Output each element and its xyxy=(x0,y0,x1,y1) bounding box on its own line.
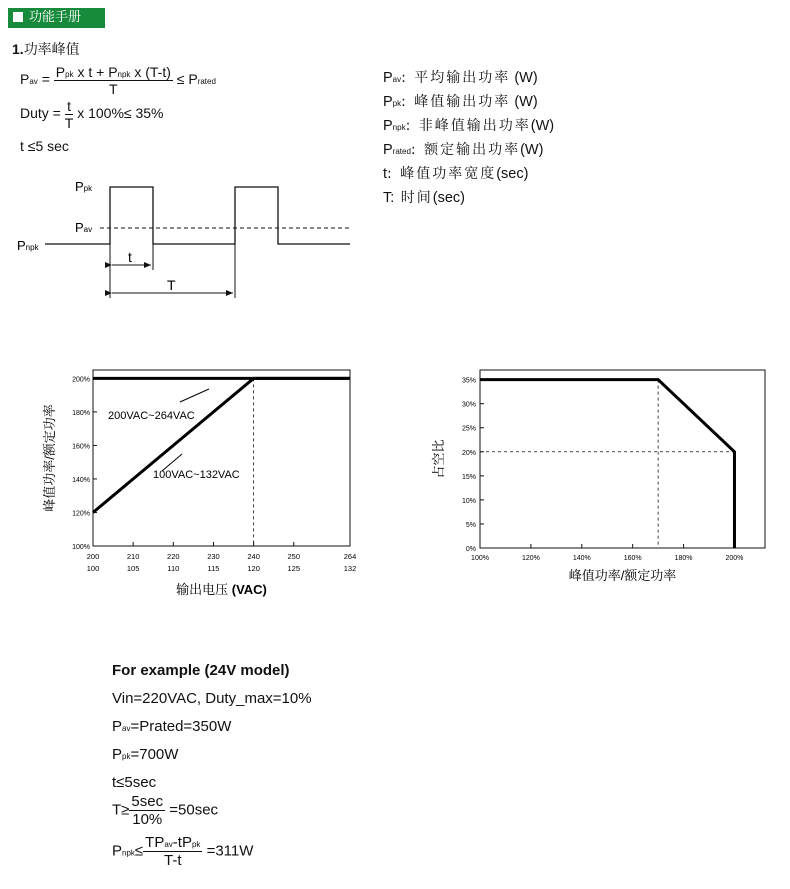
pav-num-a: P xyxy=(55,64,66,80)
pav-num-b: x t + P xyxy=(77,64,118,80)
definition-item xyxy=(383,67,538,87)
plot-frame xyxy=(93,370,350,546)
def-text: : 平均输出功率 xyxy=(401,70,511,86)
def-symbol: P xyxy=(383,94,393,110)
ex-T-den: 10% xyxy=(132,811,163,828)
def-text: : 额定输出功率 xyxy=(410,142,521,158)
plot-frame xyxy=(480,370,765,548)
ex-pnpk-rhs: =311W xyxy=(206,842,254,860)
y-axis-label: 峰值功率/额定功率 xyxy=(42,404,57,512)
ex-ppk-rest: =700W xyxy=(130,746,179,763)
x-tick-label-secondary: 120 xyxy=(247,564,260,573)
pav-eq: = xyxy=(41,71,50,88)
def-symbol: t xyxy=(383,166,388,182)
duty-fraction xyxy=(65,98,74,131)
definition-item xyxy=(383,115,554,135)
ex-pav-rest: =Prated=350W xyxy=(130,718,232,735)
pav-denominator: T xyxy=(109,81,118,97)
x-tick-label: 250 xyxy=(287,552,301,561)
ex-T-rhs: =50sec xyxy=(169,801,219,819)
pulse-waveform xyxy=(45,187,350,244)
duty-formula xyxy=(20,98,164,131)
section-number: 1. xyxy=(12,41,24,57)
y-tick-label: 180% xyxy=(72,409,90,417)
t-limit: t ≤5 sec xyxy=(20,138,69,154)
x-tick-label: 240 xyxy=(247,552,260,561)
example-line5 xyxy=(112,793,218,828)
definition-item xyxy=(383,91,538,111)
chart-peak-vs-voltage xyxy=(30,360,390,605)
pav-label: Pav xyxy=(75,220,93,235)
section-title xyxy=(12,39,80,59)
ex-num-b: -tP xyxy=(172,834,192,851)
y-tick-label: 20% xyxy=(461,449,476,457)
example-line1: Vin=220VAC, Duty_max=10% xyxy=(112,690,312,707)
x-axis-label: 输出电压 (VAC) xyxy=(176,582,267,597)
t-label: t xyxy=(128,249,132,265)
ex-ppk-sym: P xyxy=(112,746,123,763)
y-tick-label: 15% xyxy=(461,473,476,481)
pav-formula xyxy=(20,64,216,97)
def-symbol-sub: pk xyxy=(392,99,402,108)
x-tick-label-secondary: 105 xyxy=(126,564,140,573)
example-line6 xyxy=(112,834,253,869)
legend-label-200vac: 200VAC~264VAC xyxy=(108,410,195,422)
ex-T-lhs: T≥ xyxy=(112,801,130,819)
example-line4: t≤5sec xyxy=(112,774,157,791)
y-tick-label: 5% xyxy=(465,521,476,529)
example-line3 xyxy=(112,746,178,763)
chart-duty-vs-peak xyxy=(415,360,785,605)
ex-pnpk-den: T-t xyxy=(164,852,182,869)
x-tick-label: 140% xyxy=(572,555,591,562)
x-tick-label: 264 xyxy=(343,552,357,561)
def-symbol: T: xyxy=(383,190,395,206)
y-axis-label: 占空比 xyxy=(431,439,446,479)
def-unit: (W) xyxy=(510,70,538,86)
checkbox-square-icon xyxy=(13,12,23,22)
def-text: : 峰值输出功率 xyxy=(401,94,511,110)
y-tick-label: 140% xyxy=(72,476,90,484)
duty-numerator: t xyxy=(65,98,74,115)
x-tick-label: 160% xyxy=(623,555,642,562)
series-line xyxy=(93,378,350,512)
def-text: 时间 xyxy=(394,190,433,206)
y-tick-label: 200% xyxy=(72,376,90,384)
example-title: For example (24V model) xyxy=(112,662,290,679)
pav-lhs-sub: av xyxy=(29,77,38,87)
y-tick-label: 100% xyxy=(72,544,90,551)
T-label: T xyxy=(167,277,176,293)
ex-num-a: TP xyxy=(145,834,165,851)
def-symbol: P xyxy=(383,70,393,86)
x-tick-label-secondary: 132 xyxy=(343,564,357,573)
definition-item xyxy=(383,139,543,159)
x-tick-label: 200% xyxy=(725,555,744,562)
section-title-text: 功率峰值 xyxy=(23,42,80,58)
duty-lhs: Duty = xyxy=(20,105,61,122)
def-unit: (W) xyxy=(510,94,538,110)
x-tick-label: 120% xyxy=(521,555,540,562)
pav-num-a-sub: pk xyxy=(65,70,74,79)
legend-label-100vac: 100VAC~132VAC xyxy=(153,469,240,481)
y-tick-label: 160% xyxy=(72,443,90,451)
duty-denominator: T xyxy=(64,115,74,131)
def-symbol-sub: av xyxy=(392,75,402,84)
pav-rhs-sub: rated xyxy=(197,77,216,87)
example-line2 xyxy=(112,718,231,735)
ex-pnpk-sub: npk xyxy=(122,848,135,858)
pnpk-label: Pnpk xyxy=(17,238,39,253)
ex-ppk-sub: pk xyxy=(122,752,131,761)
x-tick-label: 200 xyxy=(86,552,100,561)
ex-pav-sub: av xyxy=(122,724,131,733)
waveform-diagram xyxy=(0,170,370,305)
def-text: : 非峰值输出功率 xyxy=(405,118,531,134)
duty-rhs: x 100%≤ 35% xyxy=(77,105,164,122)
def-symbol: P xyxy=(383,118,393,134)
x-tick-label: 230 xyxy=(207,552,220,561)
def-unit: (sec) xyxy=(496,166,529,182)
series-line xyxy=(480,380,734,548)
leader-line-200vac xyxy=(180,389,209,402)
x-tick-label: 180% xyxy=(674,555,693,562)
def-symbol: P xyxy=(383,142,393,158)
ppk-label: Ppk xyxy=(75,179,93,194)
x-tick-label-secondary: 110 xyxy=(167,564,180,573)
definition-item xyxy=(383,163,528,183)
x-tick-label-secondary: 100 xyxy=(86,564,100,573)
x-axis-label: 峰值功率/额定功率 xyxy=(568,568,677,583)
ex-pnpk-fraction xyxy=(143,834,202,869)
y-tick-label: 35% xyxy=(461,377,476,385)
x-tick-label-secondary: 115 xyxy=(207,564,220,573)
ex-num-b-sub: pk xyxy=(191,840,201,849)
def-symbol-sub: npk xyxy=(392,123,406,132)
ex-pav-sym: P xyxy=(112,718,123,735)
ex-pnpk-sym: P xyxy=(112,842,123,860)
ex-pnpk-num xyxy=(143,834,202,852)
ex-pnpk-le: ≤ xyxy=(134,842,144,860)
def-unit: (W) xyxy=(530,118,555,134)
pav-rhs: ≤ P xyxy=(176,71,198,88)
def-text: : 峰值功率宽度 xyxy=(387,166,497,182)
ex-num-a-sub: av xyxy=(164,840,173,849)
y-tick-label: 25% xyxy=(461,425,476,433)
y-tick-label: 30% xyxy=(461,401,476,409)
def-symbol-sub: rated xyxy=(392,147,411,156)
x-tick-label-secondary: 125 xyxy=(287,564,301,573)
y-tick-label: 10% xyxy=(461,497,476,505)
y-tick-label: 0% xyxy=(465,546,476,553)
pav-num-c: x (T-t) xyxy=(134,64,171,80)
def-unit: (sec) xyxy=(432,190,465,206)
section-header xyxy=(8,8,105,28)
pav-fraction xyxy=(54,64,173,97)
def-unit: (W) xyxy=(520,142,544,158)
ex-T-fraction xyxy=(129,793,165,828)
x-tick-label: 210 xyxy=(126,552,140,561)
definition-item xyxy=(383,187,465,207)
ex-T-num: 5sec xyxy=(131,793,164,810)
pav-lhs: P xyxy=(20,71,30,88)
pav-num-b-sub: npk xyxy=(117,70,131,79)
header-title: 功能手册 xyxy=(29,10,82,25)
x-tick-label: 220 xyxy=(167,552,180,561)
pav-numerator xyxy=(54,64,173,81)
y-tick-label: 120% xyxy=(72,510,90,518)
x-tick-label: 100% xyxy=(471,555,489,562)
